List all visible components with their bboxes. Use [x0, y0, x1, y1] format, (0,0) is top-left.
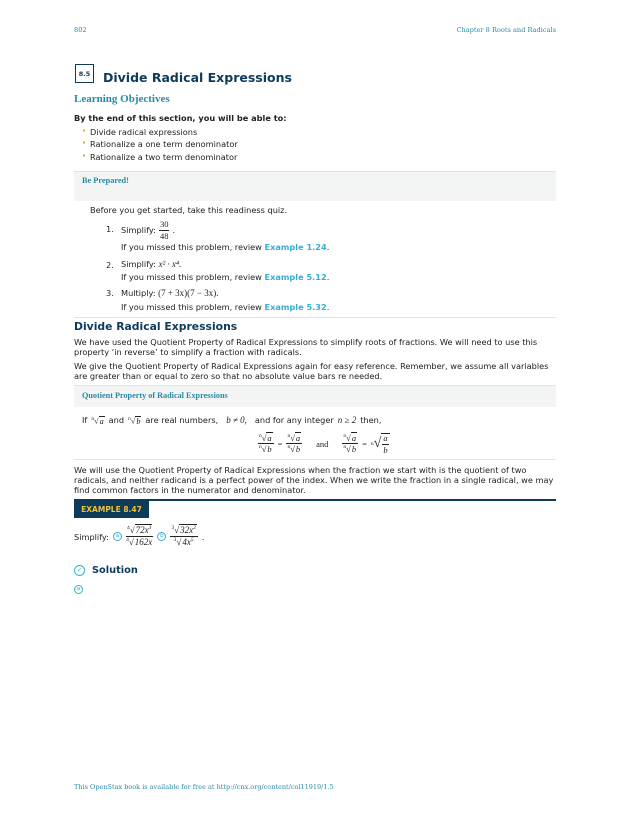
n-condition: n ≥ 2	[337, 415, 357, 426]
and-text: and	[108, 415, 125, 426]
quiz-math: (7 + 3x)(7 − 3x).	[158, 288, 219, 298]
quiz-label: Simplify:	[121, 225, 156, 235]
objectives-intro: By the end of this section, you will be able to:	[74, 113, 287, 123]
simplify-text: Simplify:	[74, 531, 109, 542]
quiz-label: Multiply:	[121, 288, 156, 298]
divide-paragraph-1: We have used the Quotient Property of Radical Expressions to simplify roots of fractions. We will need to use this property ‘in reverse’ to simplify a fraction with radicals.	[74, 337, 538, 357]
if-text: If	[82, 415, 88, 426]
paragraph-3: We will use the Quotient Property of Radical Expressions when the fraction we start with is the quotient of two radicals, and neither radicand is a perfect power of the index. When we write the fraction in a single radical, we may find common factors in the numerator and denominator.	[74, 465, 554, 495]
fraction-denominator: 48	[159, 230, 169, 241]
bullet-icon: •	[82, 152, 87, 160]
bullet-icon: •	[82, 127, 87, 135]
formula-fraction: $\frac{^n√a}{^n√b}$	[343, 432, 357, 454]
quiz-missed-2: If you missed this problem, review Example 5.12.	[121, 272, 330, 282]
example-label: EXAMPLE 8.47	[74, 501, 149, 518]
real-text: are real numbers,	[145, 415, 219, 426]
prepared-intro: Before you get started, take this readiness quiz.	[90, 205, 288, 215]
problem-b-fraction: $\frac{^3√32x^2}{^3√4x^5}$	[171, 525, 196, 547]
quiz-number: 2.	[106, 260, 114, 270]
chapter-title: Chapter 8 Roots and Radicals	[456, 26, 556, 34]
page-number: 802	[74, 26, 87, 34]
quiz-number: 3.	[106, 288, 114, 298]
formula-fraction: $\frac{^n√a}{^n√b}$	[259, 432, 272, 454]
example-link[interactable]: Example 5.32	[264, 302, 327, 312]
fraction-numerator: 30	[159, 219, 169, 229]
quiz-item-1: Simplify: $\frac{30}{48}$ .	[121, 219, 176, 241]
formula-fraction: $\frac{^n√a}{^n√b}$	[287, 432, 301, 454]
divide-heading: Divide Radical Expressions	[74, 320, 238, 333]
problem-a-fraction: $\frac{^4√72x^3}{^4√162x}$	[126, 525, 153, 547]
quotient-title: Quotient Property of Radical Expressions	[82, 391, 228, 400]
part-b-marker: b	[157, 532, 166, 541]
checkmark-icon: ✓	[74, 565, 85, 576]
and-text: and	[316, 438, 329, 449]
part-a-marker: a	[113, 532, 122, 541]
solution-part-a-marker: a	[74, 585, 83, 594]
quotient-statement	[82, 414, 381, 427]
example-link[interactable]: Example 5.12	[264, 272, 327, 282]
example-link[interactable]: Example 1.24	[264, 242, 327, 252]
then-text: then,	[360, 415, 382, 426]
objective-item: Rationalize a two term denominator	[90, 152, 238, 162]
bullet-icon: •	[82, 139, 87, 147]
prepared-title: Be Prepared!	[82, 176, 129, 185]
root-a: $^n$√a	[91, 416, 104, 426]
formula-root-fraction: n √ $\frac{a}{b}$	[370, 433, 388, 455]
quotient-formula: $\frac{^n√a}{^n√b}$ = $\frac{^n√a}{^n√b}$ and $\frac{^n√a}{^n√b}$ = n √ $\frac{a}{b}$	[259, 432, 388, 455]
objective-item: Divide radical expressions	[90, 127, 198, 137]
quiz-item-2	[121, 259, 181, 269]
example-problem: Simplify: a $\frac{^4√72x^3}{^4√162x}$ b $\frac{^3√32x^2}{^3√4x^5}$ .	[74, 525, 205, 547]
forany-text: and for any integer	[254, 415, 334, 426]
quiz-item-3	[121, 288, 219, 298]
divide-paragraph-2: We give the Quotient Property of Radical Expressions again for easy reference. Remember, we assume all variables are greater than or equal to zero so that no absolute value bars re needed.	[74, 361, 549, 381]
solution-heading: Solution	[92, 565, 138, 576]
missed-text: If you missed this problem, review	[121, 242, 262, 252]
missed-text: If you missed this problem, review	[121, 272, 262, 282]
footer-text[interactable]: This OpenStax book is available for free at http://cnx.org/content/col11919/1.5	[74, 783, 334, 791]
condition-text: b ≠ 0,	[226, 415, 247, 426]
quiz-fraction	[159, 220, 170, 240]
quiz-missed-3: If you missed this problem, review Example 5.32.	[121, 302, 330, 312]
objectives-heading: Learning Objectives	[74, 93, 170, 105]
quiz-number: 1.	[106, 224, 114, 234]
objective-item: Rationalize a one term denominator	[90, 139, 238, 149]
root-b: $^n$√b	[128, 416, 141, 426]
quiz-missed-1: If you missed this problem, review Example 1.24.	[121, 242, 330, 252]
prepared-header	[74, 171, 556, 201]
section-title: Divide Radical Expressions	[103, 70, 292, 85]
missed-text: If you missed this problem, review	[121, 302, 262, 312]
section-number: 8.5	[75, 64, 94, 83]
quiz-label: Simplify:	[121, 259, 156, 269]
quiz-math: x² · x⁴.	[158, 259, 182, 269]
